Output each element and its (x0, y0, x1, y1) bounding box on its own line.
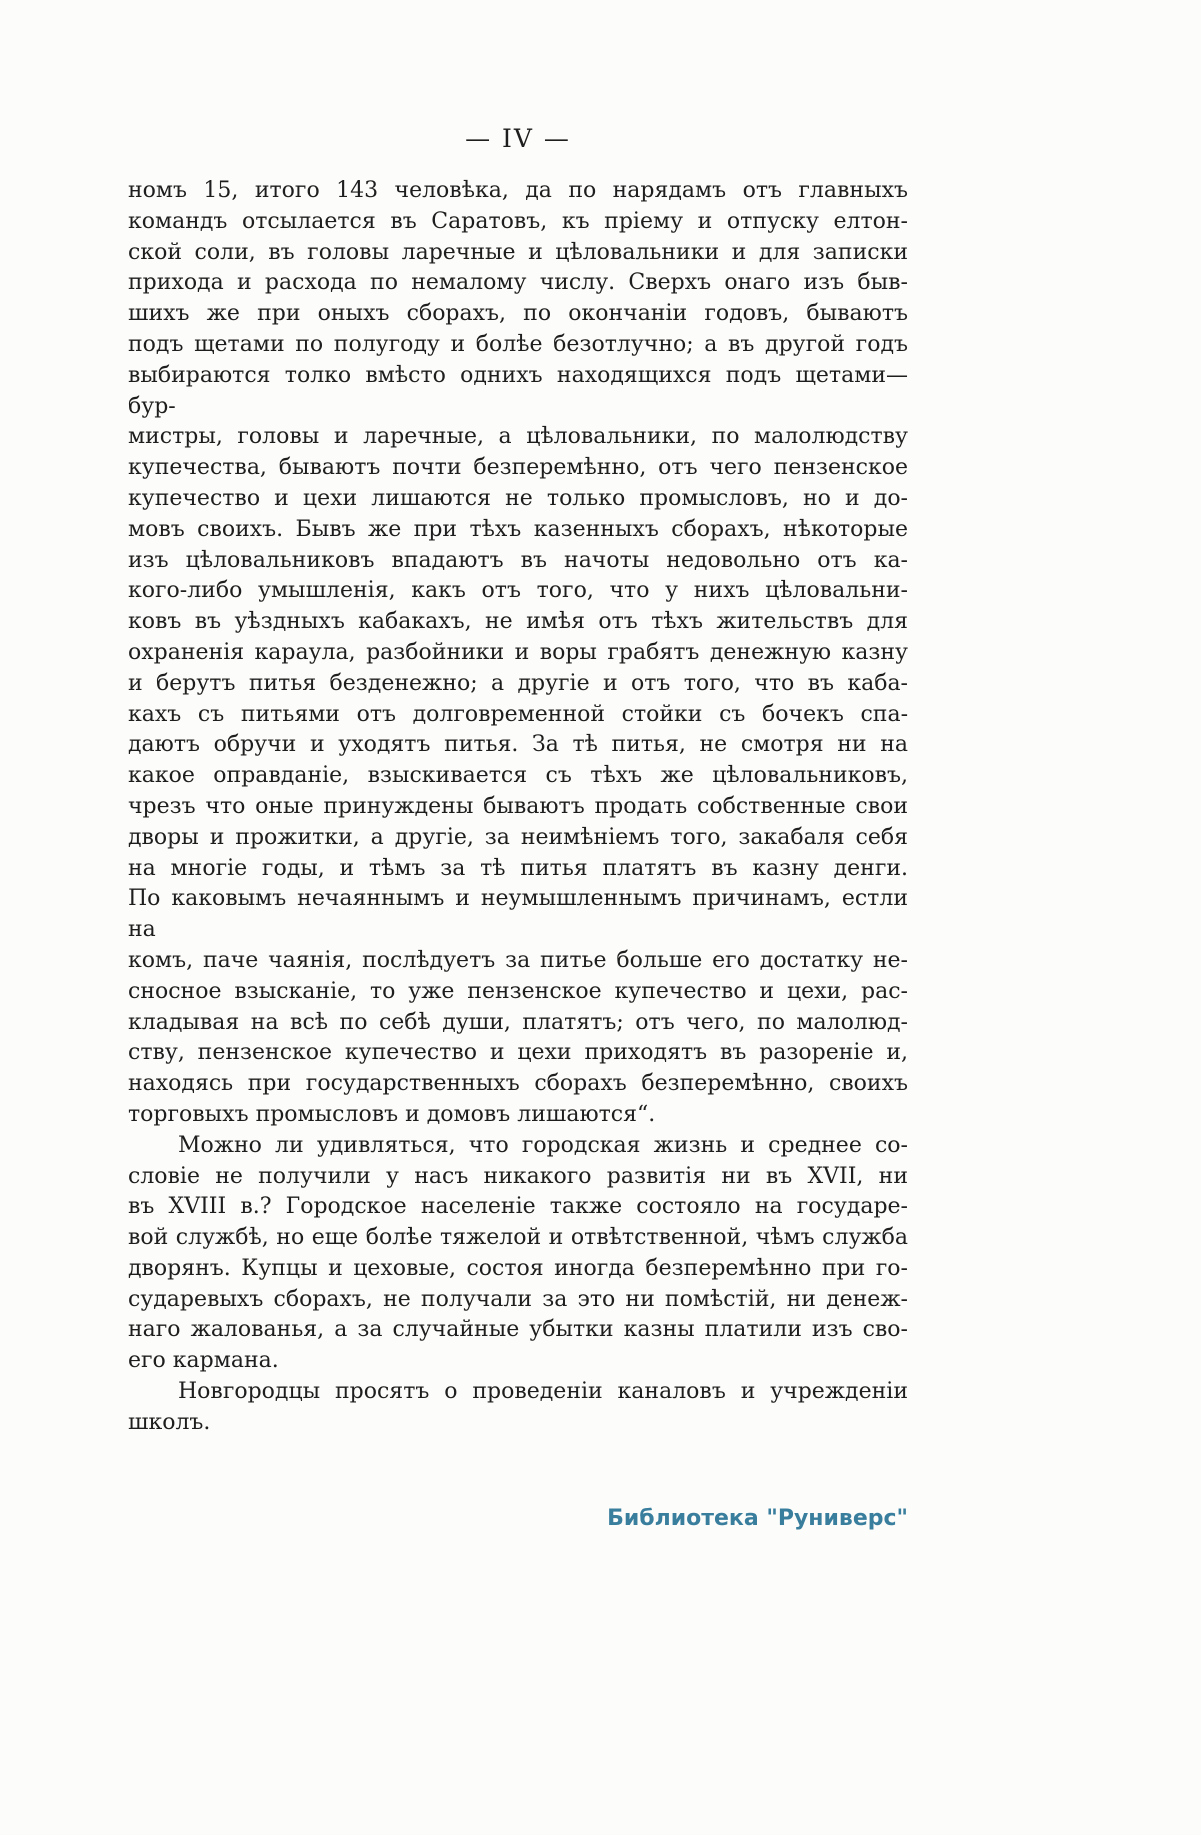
text-line: кого-либо умышленія, какъ отъ того, что у нихъ цѣловальни- (128, 578, 908, 604)
text-line: По каковымъ нечаяннымъ и неумышленнымъ причинамъ, естли на (128, 886, 908, 943)
text-line: Новгородцы просятъ о проведеніи каналовъ и учрежденіи (178, 1379, 908, 1405)
text-line: школъ. (128, 1409, 211, 1435)
text-line: купечество и цехи лишаются не только промысловъ, но и до- (128, 485, 908, 511)
text-line: дворы и прожитки, а другіе, за неимѣніемъ того, закабаля себя (128, 824, 908, 850)
text-line: даютъ обручи и уходятъ питья. За тѣ питья, не смотря ни на (128, 732, 908, 758)
text-line: выбираются толко вмѣсто однихъ находящихся подъ щетами—бур- (128, 362, 908, 419)
text-line: кахъ съ питьями отъ долговременной стойки съ бочекъ спа- (128, 701, 908, 727)
text-line: охраненія караула, разбойники и воры грабятъ денежную казну (128, 639, 908, 665)
paragraph (128, 1377, 908, 1439)
text-line: ству, пензенское купечество и цехи приходятъ въ разореніе и, (128, 1040, 908, 1066)
text-line: торговыхъ промысловъ и домовъ лишаются“. (128, 1101, 656, 1127)
text-line: кладывая на всѣ по себѣ души, платятъ; отъ чего, по малолюд- (128, 1009, 908, 1035)
text-line: шихъ же при оныхъ сборахъ, по окончаніи годовъ, бываютъ (128, 301, 908, 327)
text-line: прихода и расхода по немалому числу. Сверхъ онаго изъ быв- (128, 270, 908, 296)
text-line: сносное взысканіе, то уже пензенское купечество и цехи, рас- (128, 978, 908, 1004)
text-line: изъ цѣловальниковъ впадаютъ въ начоты недовольно отъ ка- (128, 547, 908, 573)
text-line: чрезъ что оные принуждены бываютъ продать собственные свои (128, 793, 908, 819)
text-line: словіе не получили у насъ никакого развитія ни въ XVII, ни (128, 1163, 908, 1189)
text-body (128, 176, 908, 1439)
page-number: — IV — (465, 124, 571, 153)
text-line: подъ щетами по полугоду и болѣе безотлучно; а въ другой годъ (128, 331, 908, 357)
text-line: вой службѣ, но еще болѣе тяжелой и отвѣтственной, чѣмъ служба (128, 1225, 908, 1251)
text-line: Можно ли удивляться, что городская жизнь и среднее со- (178, 1132, 908, 1158)
text-line: сударевыхъ сборахъ, не получали за это ни помѣстій, ни денеж- (128, 1286, 908, 1312)
paragraph (128, 1131, 908, 1377)
text-line: на многіе годы, и тѣмъ за тѣ питья платятъ въ казну денги. (128, 855, 908, 881)
library-watermark: Библиотека "Руниверс" (607, 1506, 908, 1531)
text-line: мовъ своихъ. Бывъ же при тѣхъ казенныхъ сборахъ, нѣкоторые (128, 516, 908, 542)
text-line: въ XVIII в.? Городское населеніе также состояло на государе- (128, 1194, 908, 1220)
text-line: мистры, головы и ларечные, а цѣловальники, по малолюдству (128, 424, 908, 450)
text-line: купечества, бываютъ почти безперемѣнно, отъ чего пензенское (128, 455, 908, 481)
text-line: ковъ въ уѣздныхъ кабакахъ, не имѣя отъ тѣхъ жительствъ для (128, 609, 908, 635)
text-line: номъ 15, итого 143 человѣка, да по нарядамъ отъ главныхъ (128, 178, 908, 203)
text-line: находясь при государственныхъ сборахъ безперемѣнно, своихъ (128, 1071, 908, 1097)
text-line: какое оправданіе, взыскивается съ тѣхъ же цѣловальниковъ, (128, 763, 908, 789)
text-line: комъ, паче чаянія, послѣдуетъ за питье больше его достатку не- (128, 947, 908, 973)
text-line: командъ отсылается въ Саратовъ, къ пріему и отпуску елтон- (128, 208, 908, 234)
text-line: его кармана. (128, 1348, 279, 1374)
paragraph (128, 176, 908, 1131)
text-line: наго жалованья, а за случайные убытки казны платили изъ сво- (128, 1317, 908, 1343)
text-line: и берутъ питья безденежно; а другіе и отъ того, что въ каба- (128, 670, 908, 696)
text-line: дворянъ. Купцы и цеховые, состоя иногда безперемѣнно при го- (128, 1255, 908, 1281)
text-line: ской соли, въ головы ларечные и цѣловальники и для записки (128, 239, 908, 265)
